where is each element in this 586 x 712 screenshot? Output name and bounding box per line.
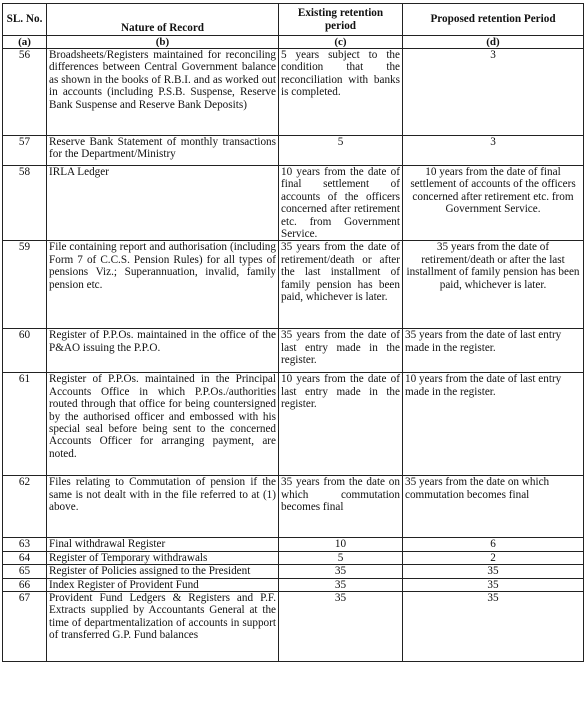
sl-no-cell: 62	[3, 476, 47, 538]
table-row	[3, 241, 584, 329]
table-row	[3, 592, 584, 662]
existing-cell: 35	[279, 592, 403, 662]
sl-no-cell: 59	[3, 241, 47, 329]
header-sl-no: SL. No.	[3, 4, 47, 36]
sl-no-cell: 58	[3, 166, 47, 241]
proposed-cell: 10 years from the date of final settlement of accounts of the officers concerned after retirement etc. from Government Service.	[403, 166, 584, 241]
proposed-cell: 35 years from the date on which commutation becomes final	[403, 476, 584, 538]
existing-cell: 5	[279, 136, 403, 166]
column-letter-b: (b)	[47, 36, 279, 49]
table-row	[3, 373, 584, 476]
sl-no-cell: 56	[3, 49, 47, 136]
proposed-cell: 35	[403, 592, 584, 662]
existing-cell: 35 years from the date of retirement/death or after the last installment of family pension has been paid, whichever is later.	[279, 241, 403, 329]
proposed-cell: 35	[403, 578, 584, 591]
proposed-cell: 35 years from the date of retirement/death or after the last installment of family pension has been paid, whichever is later.	[403, 241, 584, 329]
table-row	[3, 136, 584, 166]
proposed-cell: 2	[403, 551, 584, 564]
proposed-cell: 35 years from the date of last entry made in the register.	[403, 329, 584, 373]
table-row	[3, 578, 584, 591]
existing-cell: 35	[279, 565, 403, 578]
table-row	[3, 49, 584, 136]
existing-cell: 35 years from the date on which commutation becomes final	[279, 476, 403, 538]
column-letter-a: (a)	[3, 36, 47, 49]
nature-cell: Register of Policies assigned to the President	[47, 565, 279, 578]
existing-cell: 5	[279, 551, 403, 564]
proposed-cell: 3	[403, 136, 584, 166]
existing-cell: 35	[279, 578, 403, 591]
nature-cell: Files relating to Commutation of pension if the same is not dealt with in the file referred to at (1) above.	[47, 476, 279, 538]
table-row	[3, 166, 584, 241]
sl-no-cell: 64	[3, 551, 47, 564]
table-row	[3, 476, 584, 538]
retention-table	[2, 3, 584, 662]
table-row	[3, 329, 584, 373]
existing-cell: 35 years from the date of last entry made in the register.	[279, 329, 403, 373]
sl-no-cell: 67	[3, 592, 47, 662]
table-row	[3, 538, 584, 551]
proposed-cell: 10 years from the date of last entry made in the register.	[403, 373, 584, 476]
existing-cell: 10 years from the date of last entry made in the register.	[279, 373, 403, 476]
nature-cell: Register of Temporary withdrawals	[47, 551, 279, 564]
table-row	[3, 551, 584, 564]
existing-cell: 10	[279, 538, 403, 551]
proposed-cell: 35	[403, 565, 584, 578]
table-row	[3, 565, 584, 578]
nature-cell: IRLA Ledger	[47, 166, 279, 241]
column-letter-d: (d)	[403, 36, 584, 49]
nature-cell: Reserve Bank Statement of monthly transactions for the Department/Ministry	[47, 136, 279, 166]
nature-cell: Provident Fund Ledgers & Registers and P.F. Extracts supplied by Accountants General at the time of departmentalization of accounts in support of transferred G.P. Fund balances	[47, 592, 279, 662]
header-existing-retention: Existing retention period	[279, 4, 403, 36]
header-nature-of-record: Nature of Record	[47, 4, 279, 36]
proposed-cell: 3	[403, 49, 584, 136]
proposed-cell: 6	[403, 538, 584, 551]
nature-cell: Index Register of Provident Fund	[47, 578, 279, 591]
nature-cell: File containing report and authorisation (including Form 7 of C.C.S. Pension Rules) for all types of pensions Viz.; Superannuation, invalid, family pension etc.	[47, 241, 279, 329]
existing-cell: 10 years from the date of final settlement of accounts of the officers concerned after retirement etc. from Government Service.	[279, 166, 403, 241]
existing-cell: 5 years subject to the condition that the reconciliation with banks is completed.	[279, 49, 403, 136]
sl-no-cell: 63	[3, 538, 47, 551]
sl-no-cell: 65	[3, 565, 47, 578]
column-letter-c: (c)	[279, 36, 403, 49]
sl-no-cell: 61	[3, 373, 47, 476]
nature-cell: Register of P.P.Os. maintained in the Principal Accounts Office in which P.P.Os./authorities routed through that office for being countersigned by the authorised officer and embossed with his special seal before being sent to the concerned Accounts Officer for arranging payment, are noted.	[47, 373, 279, 476]
nature-cell: Broadsheets/Registers maintained for reconciling differences between Central Government balance as shown in the books of R.B.I. and as worked out in accounts (including P.S.B. Suspense, Reserve Bank Suspense and Reserve Bank Deposits)	[47, 49, 279, 136]
header-proposed-retention: Proposed retention Period	[403, 4, 584, 36]
sl-no-cell: 57	[3, 136, 47, 166]
sl-no-cell: 66	[3, 578, 47, 591]
nature-cell: Final withdrawal Register	[47, 538, 279, 551]
sl-no-cell: 60	[3, 329, 47, 373]
nature-cell: Register of P.P.Os. maintained in the office of the P&AO issuing the P.P.O.	[47, 329, 279, 373]
